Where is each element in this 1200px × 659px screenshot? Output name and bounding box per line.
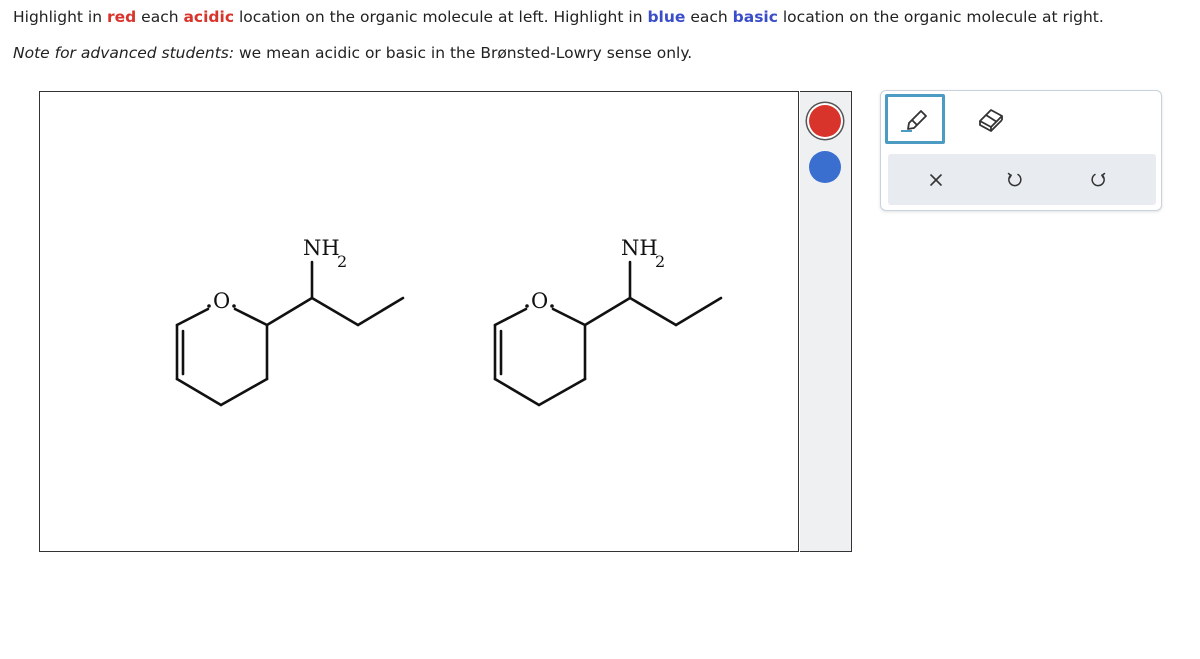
red-color-swatch[interactable] — [809, 105, 841, 137]
color-palette — [800, 91, 852, 552]
molecule-drawing — [40, 92, 800, 553]
redo-icon — [1089, 171, 1107, 189]
undo-icon — [1006, 171, 1024, 189]
instruction-text: Highlight in — [13, 8, 107, 26]
basic-keyword: basic — [732, 8, 778, 26]
red-keyword: red — [106, 8, 137, 26]
eraser-tool-button[interactable] — [961, 94, 1021, 144]
pencil-icon — [898, 104, 932, 134]
note-line — [13, 44, 692, 62]
blue-color-swatch[interactable] — [809, 151, 841, 183]
eraser-icon — [976, 106, 1006, 132]
acidic-keyword: acidic — [183, 8, 235, 26]
molecule-right[interactable] — [495, 262, 721, 405]
clear-button[interactable] — [911, 154, 961, 205]
left-amine-subscript: 2 — [337, 252, 348, 271]
redo-button[interactable] — [1073, 154, 1123, 205]
pencil-tool-button[interactable] — [885, 94, 945, 144]
instruction-text: each — [136, 8, 184, 26]
instruction-text: location on the organic molecule at left. Highlight in — [234, 8, 648, 26]
instruction-text: each — [685, 8, 733, 26]
note-text: we mean acidic or basic in the Brønsted-Lowry sense only. — [234, 44, 693, 62]
molecule-left[interactable] — [177, 262, 403, 405]
blue-keyword: blue — [647, 8, 686, 26]
note-label: Note for advanced students: — [13, 44, 235, 62]
tool-panel — [880, 90, 1162, 211]
right-amine-subscript: 2 — [655, 252, 666, 271]
instruction-text: location on the organic molecule at right. — [777, 8, 1104, 26]
drawing-canvas[interactable] — [39, 91, 799, 552]
left-amine-label[interactable]: NH — [303, 236, 340, 260]
instruction-line — [13, 8, 1104, 26]
close-icon — [928, 172, 944, 188]
undo-button[interactable] — [990, 154, 1040, 205]
right-oxygen-label[interactable]: O — [531, 289, 549, 313]
action-toolbar — [888, 154, 1156, 205]
left-oxygen-label[interactable]: O — [213, 289, 231, 313]
right-amine-label[interactable]: NH — [621, 236, 658, 260]
